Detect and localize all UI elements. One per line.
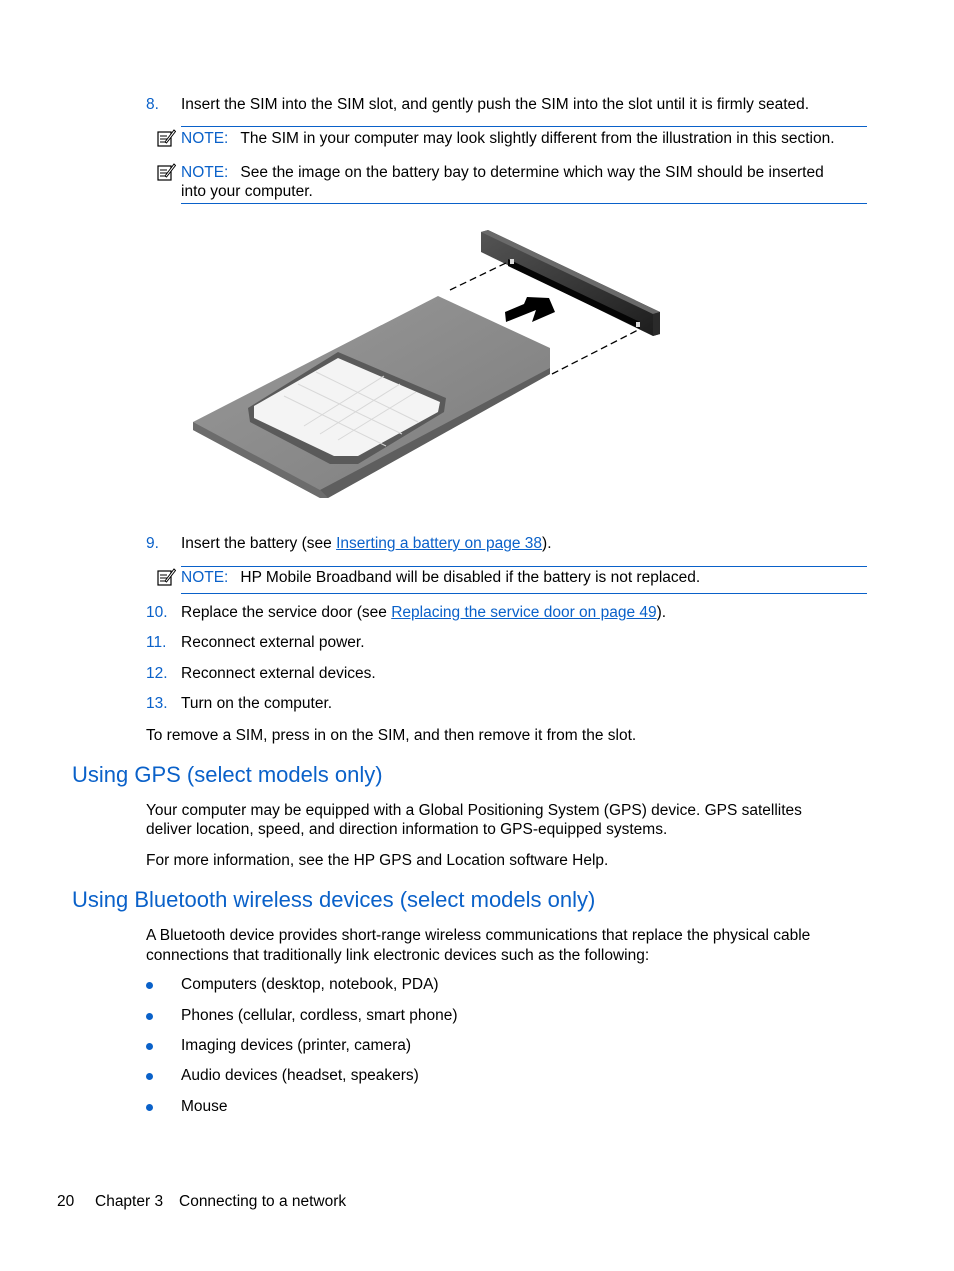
bullet-icon [146, 1043, 153, 1050]
note-text: HP Mobile Broadband will be disabled if the battery is not replaced. [240, 569, 701, 586]
step-text: Turn on the computer. [181, 695, 333, 712]
step-text-part: ). [542, 535, 552, 552]
sim-insertion-illustration [188, 226, 668, 504]
step-text-part: Replace the service door (see [181, 604, 392, 621]
bluetooth-heading: Using Bluetooth wireless devices (select models only) [72, 887, 596, 912]
note-text: The SIM in your computer may look slightly different from the illustration in this section. [240, 130, 835, 147]
step-text [181, 604, 666, 622]
list-item: Computers (desktop, notebook, PDA) [181, 976, 439, 993]
step-number: 13. [146, 695, 168, 712]
bluetooth-paragraph-line: A Bluetooth device provides short-range wireless communications that replace the physical cable [146, 927, 811, 944]
footer-chapter: Chapter 3 [95, 1193, 164, 1210]
note-text-continued: into your computer. [181, 183, 313, 200]
step-text-part: Insert the battery (see [181, 535, 337, 552]
note-text: See the image on the battery bay to determine which way the SIM should be inserted [240, 164, 824, 181]
note [181, 164, 824, 182]
step-number: 10. [146, 604, 168, 621]
note-divider [181, 566, 867, 567]
note-label: NOTE: [181, 130, 229, 147]
list-item: Imaging devices (printer, camera) [181, 1037, 412, 1054]
step-number: 9. [146, 535, 159, 552]
note-divider [181, 126, 867, 127]
gps-help-paragraph: For more information, see the HP GPS and Location software Help. [146, 852, 609, 869]
step-text: Reconnect external power. [181, 634, 365, 651]
step-text-part: ). [656, 604, 667, 621]
page-number: 20 [57, 1193, 75, 1210]
bullet-icon [146, 982, 153, 989]
gps-heading: Using GPS (select models only) [72, 762, 383, 787]
replacing-service-door-link[interactable]: Replacing the service door on page 49 [391, 604, 657, 621]
note-icon [156, 567, 176, 587]
bullet-icon [146, 1073, 153, 1080]
footer-chapter-title: Connecting to a network [179, 1193, 347, 1210]
step-number: 11. [146, 634, 167, 651]
step-text: Insert the SIM into the SIM slot, and gently push the SIM into the slot until it is firmly seated. [181, 96, 810, 113]
note-label: NOTE: [181, 569, 229, 586]
list-item: Audio devices (headset, speakers) [181, 1067, 419, 1084]
remove-sim-paragraph: To remove a SIM, press in on the SIM, and then remove it from the slot. [146, 727, 637, 744]
list-item: Mouse [181, 1098, 228, 1115]
note-divider [181, 593, 867, 594]
note [181, 569, 700, 587]
step-text [181, 535, 552, 553]
note-divider [181, 203, 867, 204]
note-icon [156, 128, 176, 148]
note-icon [156, 162, 176, 182]
step-number: 12. [146, 665, 168, 682]
gps-paragraph-line: Your computer may be equipped with a Global Positioning System (GPS) device. GPS satellites [146, 802, 802, 819]
inserting-battery-link[interactable]: Inserting a battery on page 38 [336, 535, 543, 552]
bluetooth-paragraph-line: connections that traditionally link electronic devices such as the following: [146, 947, 650, 964]
bullet-icon [146, 1104, 153, 1111]
bullet-icon [146, 1013, 153, 1020]
gps-paragraph-line: deliver location, speed, and direction information to GPS-equipped systems. [146, 821, 668, 838]
list-item: Phones (cellular, cordless, smart phone) [181, 1007, 458, 1024]
note-label: NOTE: [181, 164, 229, 181]
step-text: Reconnect external devices. [181, 665, 376, 682]
step-number: 8. [146, 96, 159, 113]
note [181, 130, 835, 148]
